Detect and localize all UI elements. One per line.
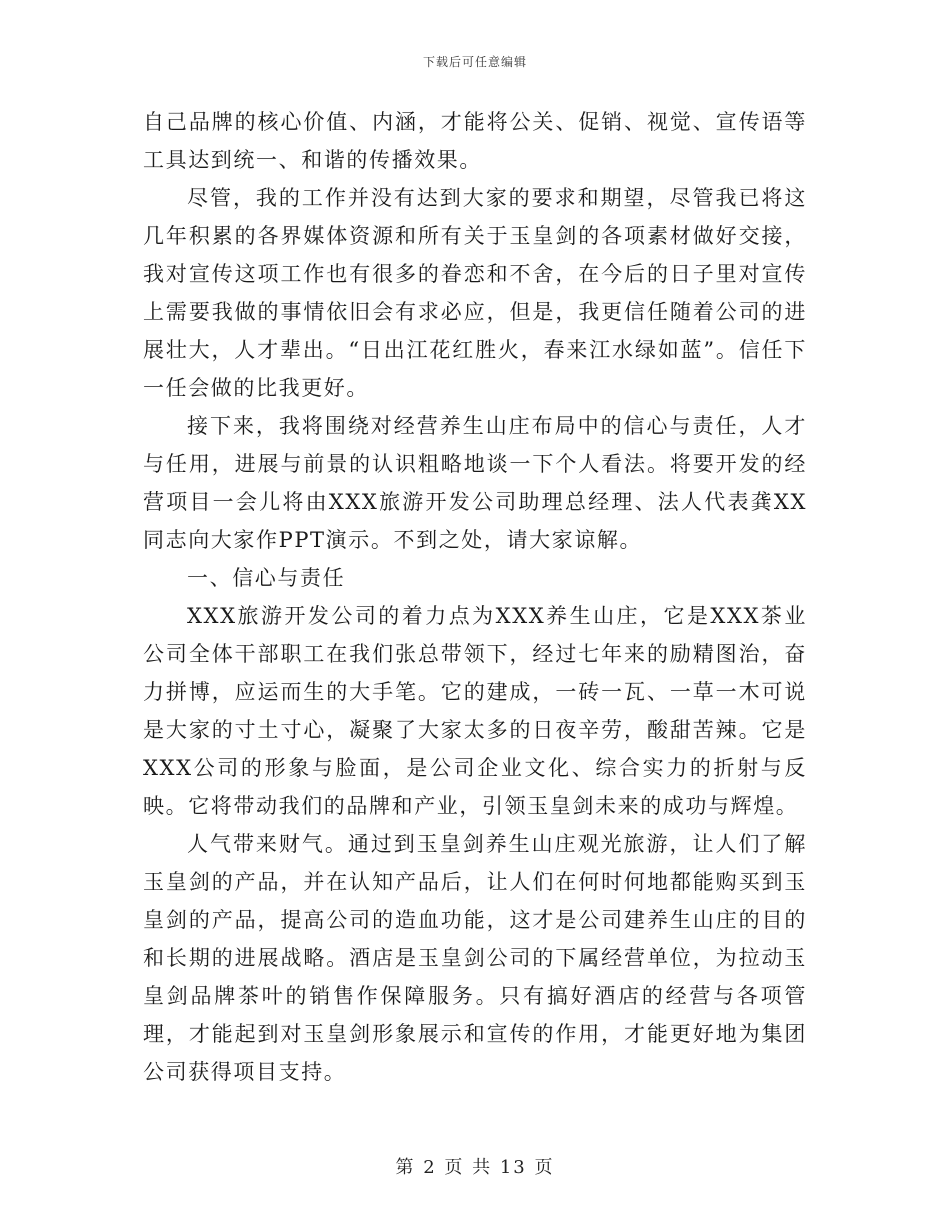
paragraph: XXX旅游开发公司的着力点为XXX养生山庄，它是XXX茶业公司全体干部职工在我们张总带领下，经过七年来的励精图治，奋力拼博，应运而生的大手笔。它的建成，一砖一瓦、一草一木可说是大家的寸土寸心，凝聚了大家太多的日夜辛劳，酸甜苦辣。它是XXX公司的形象与脸面，是公司企业文化、综合实力的折射与反映。它将带动我们的品牌和产业，引领玉皇剑未来的成功与辉煌。 xyxy=(143,604,807,818)
document-body xyxy=(143,103,807,1091)
page-header: 下载后可任意编辑 xyxy=(422,55,527,69)
paragraph: 接下来，我将围绕对经营养生山庄布局中的信心与责任，人才与任用，进展与前景的认识粗略地谈一下个人看法。将要开发的经营项目一会儿将由XXX旅游开发公司助理总经理、法人代表龚XX同志向大家作PPT演示。不到之处，请大家谅解。 xyxy=(143,414,807,552)
page-number-footer: 第 2 页 共 13 页 xyxy=(395,1157,555,1178)
paragraph: 人气带来财气。通过到玉皇剑养生山庄观光旅游，让人们了解玉皇剑的产品，并在认知产品后，让人们在何时何地都能购买到玉皇剑的产品，提高公司的造血功能，这才是公司建养生山庄的目的和长期的进展战略。酒店是玉皇剑公司的下属经营单位，为拉动玉皇剑品牌茶叶的销售作保障服务。只有搞好酒店的经营与各项管理，才能起到对玉皇剑形象展示和宣传的作用，才能更好地为集团公司获得项目支持。 xyxy=(143,832,807,1084)
paragraph: 尽管，我的工作并没有达到大家的要求和期望，尽管我已将这几年积累的各界媒体资源和所有关于玉皇剑的各项素材做好交接，我对宣传这项工作也有很多的眷恋和不舍，在今后的日子里对宣传上需要我做的事情依旧会有求必应，但是，我更信任随着公司的进展壮大，人才辈出。“日出江花红胜火，春来江水绿如蓝”。信任下一任会做的比我更好。 xyxy=(143,186,807,400)
section-heading: 一、信心与责任 xyxy=(187,566,346,590)
paragraph-continuation: 自己品牌的核心价值、内涵，才能将公关、促销、视觉、宣传语等工具达到统一、和谐的传播效果。 xyxy=(143,110,807,172)
